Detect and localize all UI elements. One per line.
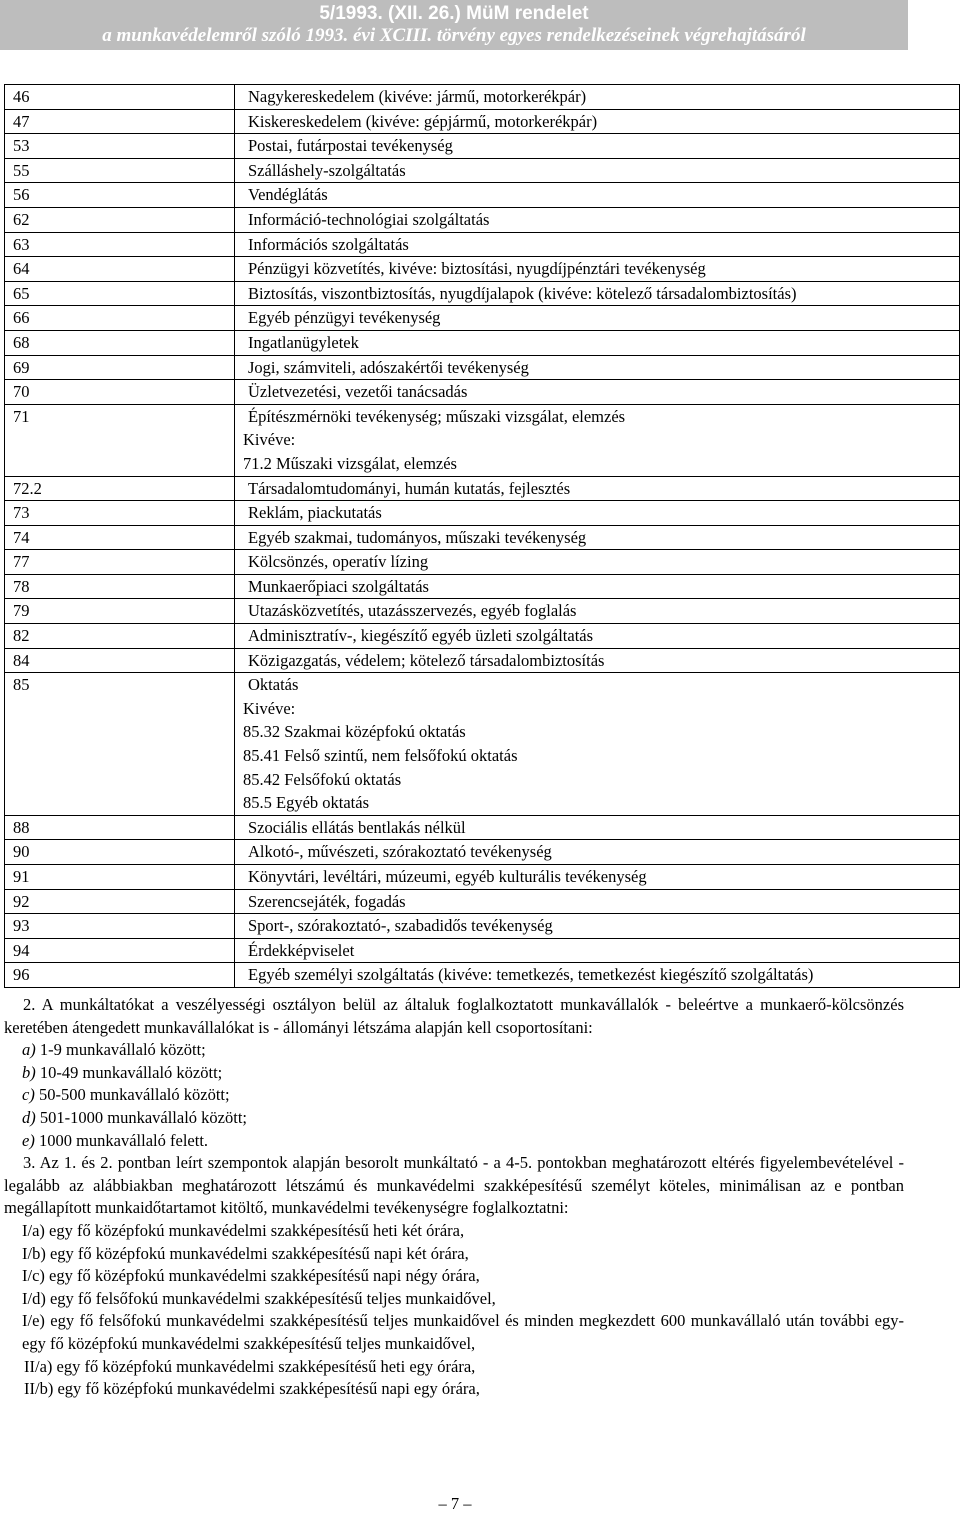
activity-code: 69 [5,355,235,380]
activity-description-text: Egyéb személyi szolgáltatás (kivéve: temetkezés, temetkezést kiegészítő szolgáltatás) [248,965,814,985]
table-row [5,355,960,380]
activity-description-text: Postai, futárpostai tevékenység [248,136,453,156]
staffing-requirement-item: I/e) egy fő felsőfokú munkavédelmi szakképesítésű teljes munkaidővel és minden megkezdett 600 munkavállaló után további egy-egy fő középfokú munkavédelmi szakképesítésű teljes munkaidővel, [22,1311,904,1353]
table-row [5,404,960,476]
activity-description [235,865,960,890]
staffing-requirement-item: I/b) egy fő középfokú munkavédelmi szakképesítésű napi két órára, [22,1243,469,1263]
activity-code: 56 [5,183,235,208]
table-row [5,330,960,355]
activity-code: 82 [5,624,235,649]
exception-line: 85.5 Egyéb oktatás [243,793,370,813]
activity-code: 71 [5,404,235,476]
activity-description-text: Oktatás [248,675,299,695]
table-row [5,306,960,331]
activity-description [235,109,960,134]
list-item-text: 501-1000 munkavállaló között; [35,1107,248,1127]
list-item [4,1062,904,1085]
list-item-text: 50-500 munkavállaló között; [34,1085,230,1105]
exception-line: 71.2 Műszaki vizsgálat, elemzés [243,453,457,473]
running-header [0,0,908,50]
activity-code: 84 [5,648,235,673]
table-row [5,673,960,816]
activity-code: 63 [5,232,235,257]
activity-description-text: Adminisztratív-, kiegészítő egyéb üzleti szolgáltatás [248,626,594,646]
list-item [4,1130,904,1153]
activity-code: 46 [5,85,235,110]
activity-description-text: Sport-, szórakoztató-, szabadidős tevékenység [248,916,553,936]
section-2-list [4,1039,904,1152]
activity-description-text: Közigazgatás, védelem; kötelező társadalombiztosítás [248,650,605,670]
table-row [5,501,960,526]
activity-description [235,624,960,649]
activity-description-text: Egyéb szakmai, tudományos, műszaki tevékenység [248,527,587,547]
activity-description [235,281,960,306]
activity-description-text: Vendéglátás [248,185,328,205]
activity-description-text: Nagykereskedelem (kivéve: jármű, motorkerékpár) [248,87,587,106]
activity-description-text: Építészmérnöki tevékenység; műszaki vizsgálat, elemzés [248,406,626,426]
activity-description [235,183,960,208]
list-item-label: b) [22,1062,36,1082]
activity-description-text: Alkotó-, művészeti, szórakoztató tevékenység [248,842,552,862]
activity-description-text: Szerencsejáték, fogadás [248,891,406,911]
table-row [5,183,960,208]
activity-code: 90 [5,840,235,865]
staffing-requirement-item: I/c) egy fő középfokú munkavédelmi szakképesítésű napi négy órára, [22,1266,480,1286]
list-item-text: 1000 munkavállaló felett. [34,1130,209,1150]
header-title: 5/1993. (XII. 26.) MüM rendelet [319,3,589,24]
table-row [5,914,960,939]
activity-code: 66 [5,306,235,331]
list-item-label: e) [22,1130,35,1150]
page-number: – 7 – [438,1494,472,1513]
section-3-intro: 3. Az 1. és 2. pontban leírt szempontok alapján besorolt munkáltató - a 4-5. pontokban meghatározott eltérés figyelembevételével - legalább az alábbiakban meghatározott létszámú és munkavédelmi szakképesítésű személyt köteles, minimálisan az e pontban megállapított munkaidőtartamot kitöltő, munkavédelmi tevékenységre foglalkoztatni: [4,1153,904,1218]
activity-code: 73 [5,501,235,526]
table-row [5,624,960,649]
activity-code: 65 [5,281,235,306]
table-row [5,380,960,405]
activity-description [235,380,960,405]
activity-code: 74 [5,525,235,550]
activity-description [235,330,960,355]
activity-description [235,963,960,988]
activity-description [235,550,960,575]
table-row [5,134,960,159]
table-row [5,648,960,673]
list-item-label: a) [22,1040,36,1060]
list-item-label: c) [22,1085,35,1105]
activity-description-text: Üzletvezetési, vezetői tanácsadás [248,382,468,402]
table-row [5,109,960,134]
body-text [4,994,904,1401]
activity-description [235,134,960,159]
activity-description-text: Társadalomtudományi, humán kutatás, fejlesztés [248,478,571,498]
activity-description-text: Egyéb pénzügyi tevékenység [248,308,441,328]
activity-description [235,914,960,939]
table-row [5,815,960,840]
activity-code: 62 [5,207,235,232]
activity-description [235,889,960,914]
activity-description-text: Munkaerőpiaci szolgáltatás [248,576,429,596]
table-row [5,158,960,183]
activity-code: 70 [5,380,235,405]
table-row [5,599,960,624]
table-row [5,525,960,550]
table-row [5,85,960,110]
list-item-text: 1-9 munkavállaló között; [35,1040,206,1060]
list-item-label: d) [22,1107,36,1127]
activity-description [235,525,960,550]
activity-code-table [4,84,960,988]
table-row [5,476,960,501]
activity-code: 96 [5,963,235,988]
activity-description [235,840,960,865]
activity-description [235,476,960,501]
activity-description [235,574,960,599]
list-item-text: 10-49 munkavállaló között; [35,1062,223,1082]
section-3-list [4,1220,904,1401]
activity-description [235,232,960,257]
activity-description-text: Információs szolgáltatás [248,234,409,254]
activity-description [235,158,960,183]
activity-code: 72.2 [5,476,235,501]
staffing-requirement-item: I/d) egy fő felsőfokú munkavédelmi szakképesítésű teljes munkaidővel, [22,1288,496,1308]
activity-code: 94 [5,938,235,963]
activity-description [235,207,960,232]
activity-code: 91 [5,865,235,890]
exception-line: Kivéve: [243,698,296,718]
activity-description [235,815,960,840]
table-row [5,840,960,865]
activity-description-text: Pénzügyi közvetítés, kivéve: biztosítási, nyugdíjpénztári tevékenység [248,259,706,279]
activity-code: 68 [5,330,235,355]
exception-line: Kivéve: [243,430,296,450]
table-row [5,207,960,232]
activity-description [235,257,960,282]
table-row [5,963,960,988]
activity-description [235,673,960,816]
activity-code: 47 [5,109,235,134]
activity-code: 93 [5,914,235,939]
activity-code: 79 [5,599,235,624]
staffing-requirement-item: II/a) egy fő középfokú munkavédelmi szakképesítésű heti egy órára, [24,1356,476,1376]
activity-code: 78 [5,574,235,599]
activity-description [235,306,960,331]
activity-description [235,85,960,110]
list-item [4,1084,904,1107]
exception-line: 85.42 Felsőfokú oktatás [243,769,402,789]
staffing-requirement-item: I/a) egy fő középfokú munkavédelmi szakképesítésű heti két órára, [22,1220,465,1240]
table-row [5,550,960,575]
activity-description [235,501,960,526]
activity-description-text: Szálláshely-szolgáltatás [248,160,406,180]
table-row [5,938,960,963]
activity-description-text: Biztosítás, viszontbiztosítás, nyugdíjalapok (kivéve: kötelező társadalombiztosítás) [248,283,797,303]
staffing-requirement-item: II/b) egy fő középfokú munkavédelmi szakképesítésű napi egy órára, [24,1379,480,1399]
activity-code: 88 [5,815,235,840]
table-row [5,281,960,306]
activity-description-text: Kiskereskedelem (kivéve: gépjármű, motorkerékpár) [248,111,598,131]
activity-description-text: Kölcsönzés, operatív lízing [248,552,429,572]
table-row [5,232,960,257]
activity-description-text: Jogi, számviteli, adószakértői tevékenység [248,357,529,377]
activity-description-text: Szociális ellátás bentlakás nélkül [248,817,466,837]
activity-description-text: Reklám, piackutatás [248,503,382,523]
activity-code: 55 [5,158,235,183]
table-row [5,574,960,599]
activity-description-text: Érdekképviselet [248,940,355,960]
activity-description-text: Információ-technológiai szolgáltatás [248,209,490,229]
exception-line: 85.41 Felső szintű, nem felsőfokú oktatás [243,746,518,766]
activity-code: 77 [5,550,235,575]
header-subtitle: a munkavédelemről szóló 1993. évi XCIII. törvény egyes rendelkezéseinek végrehajtásáról [102,25,806,46]
exception-line: 85.32 Szakmai középfokú oktatás [243,722,466,742]
activity-code: 85 [5,673,235,816]
activity-description [235,404,960,476]
list-item [4,1039,904,1062]
activity-description [235,355,960,380]
table-row [5,865,960,890]
activity-description [235,599,960,624]
activity-code: 64 [5,257,235,282]
activity-description [235,648,960,673]
activity-description-text: Könyvtári, levéltári, múzeumi, egyéb kulturális tevékenység [248,867,647,886]
list-item [4,1107,904,1130]
activity-code: 53 [5,134,235,159]
activity-description [235,938,960,963]
table-row [5,257,960,282]
activity-description-text: Ingatlanügyletek [248,332,359,352]
activity-description-text: Utazásközvetítés, utazásszervezés, egyéb foglalás [248,601,577,621]
section-2-intro: 2. A munkáltatókat a veszélyességi osztályon belül az általuk foglalkoztatott munkavállalók - beleértve a munkaerő-kölcsönzés keretében átengedett munkavállalókat is - állományi létszáma alapján kell csoportosítani: [4,995,904,1037]
table-row [5,889,960,914]
activity-code: 92 [5,889,235,914]
